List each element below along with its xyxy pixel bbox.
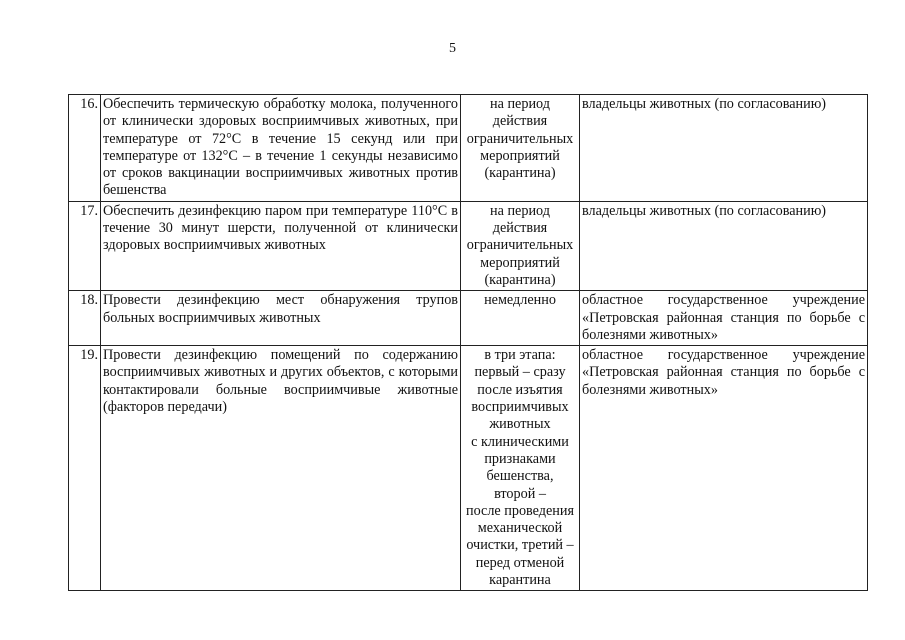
term-line: животных — [489, 416, 551, 433]
row-number: 17. — [69, 201, 101, 290]
term-line: восприимчивых — [471, 399, 569, 416]
responsible-text: областное государственное учреждение «Петровская районная станция по борьбе с болезнями животных» — [580, 346, 868, 591]
term-line: после проведения — [466, 502, 574, 519]
table-row — [69, 346, 868, 591]
measure-text: Обеспечить термическую обработку молока, полученного от клинически здоровых восприимчивых животных, при температуре от 72°C в течение 15 секунд или при температуре от 132°C – в течение 1 секунды независимо от сроков вакцинации восприимчивых животных против бешенства — [101, 95, 461, 202]
term-line: второй – — [494, 485, 546, 502]
term-line: бешенства, — [486, 468, 554, 485]
table-row — [69, 291, 868, 346]
term-line: ограничительных — [466, 237, 574, 254]
term-line: на период — [490, 96, 550, 112]
term-line: ограничительных — [466, 130, 574, 147]
term-cell — [461, 291, 580, 346]
row-number: 16. — [69, 95, 101, 202]
term-line: немедленно — [484, 292, 556, 309]
term-line: на период — [490, 202, 550, 219]
term-line: (карантина) — [484, 165, 556, 182]
row-number: 18. — [69, 291, 101, 346]
term-line: действия — [492, 113, 548, 130]
measure-text: Провести дезинфекцию помещений по содержанию восприимчивых животных и других объектов, с которыми контактировали больные восприимчивые животные (факторов передачи) — [101, 346, 461, 591]
term-line: очистки, третий – — [466, 537, 574, 554]
measure-text: Обеспечить дезинфекцию паром при температуре 110°C в течение 30 минут шерсти, полученной от клинически здоровых восприимчивых животных — [101, 201, 461, 290]
term-line: первый – сразу — [474, 364, 566, 381]
measure-text: Провести дезинфекцию мест обнаружения трупов больных восприимчивых животных — [101, 291, 461, 346]
term-cell — [461, 201, 580, 290]
term-cell — [461, 346, 580, 591]
term-line: с клиническими — [471, 433, 569, 450]
term-line: признаками — [484, 450, 556, 467]
page-number: 5 — [449, 41, 456, 56]
measures-table — [68, 94, 868, 591]
term-line: мероприятий — [480, 147, 560, 164]
term-line: мероприятий — [480, 254, 560, 271]
term-cell — [461, 95, 580, 202]
term-line: карантина — [489, 572, 551, 589]
responsible-text: владельцы животных (по согласованию) — [580, 201, 868, 290]
term-line: в три этапа: — [484, 347, 556, 364]
responsible-text: областное государственное учреждение «Петровская районная станция по борьбе с болезнями животных» — [580, 291, 868, 346]
table-row — [69, 201, 868, 290]
term-line: после изъятия — [477, 381, 563, 398]
term-line: (карантина) — [484, 271, 556, 288]
responsible-text: владельцы животных (по согласованию) — [580, 95, 868, 202]
row-number: 19. — [69, 346, 101, 591]
term-line: перед отменой — [475, 554, 565, 571]
term-line: механической — [477, 520, 563, 537]
term-line: действия — [492, 220, 548, 237]
table-row — [69, 95, 868, 202]
